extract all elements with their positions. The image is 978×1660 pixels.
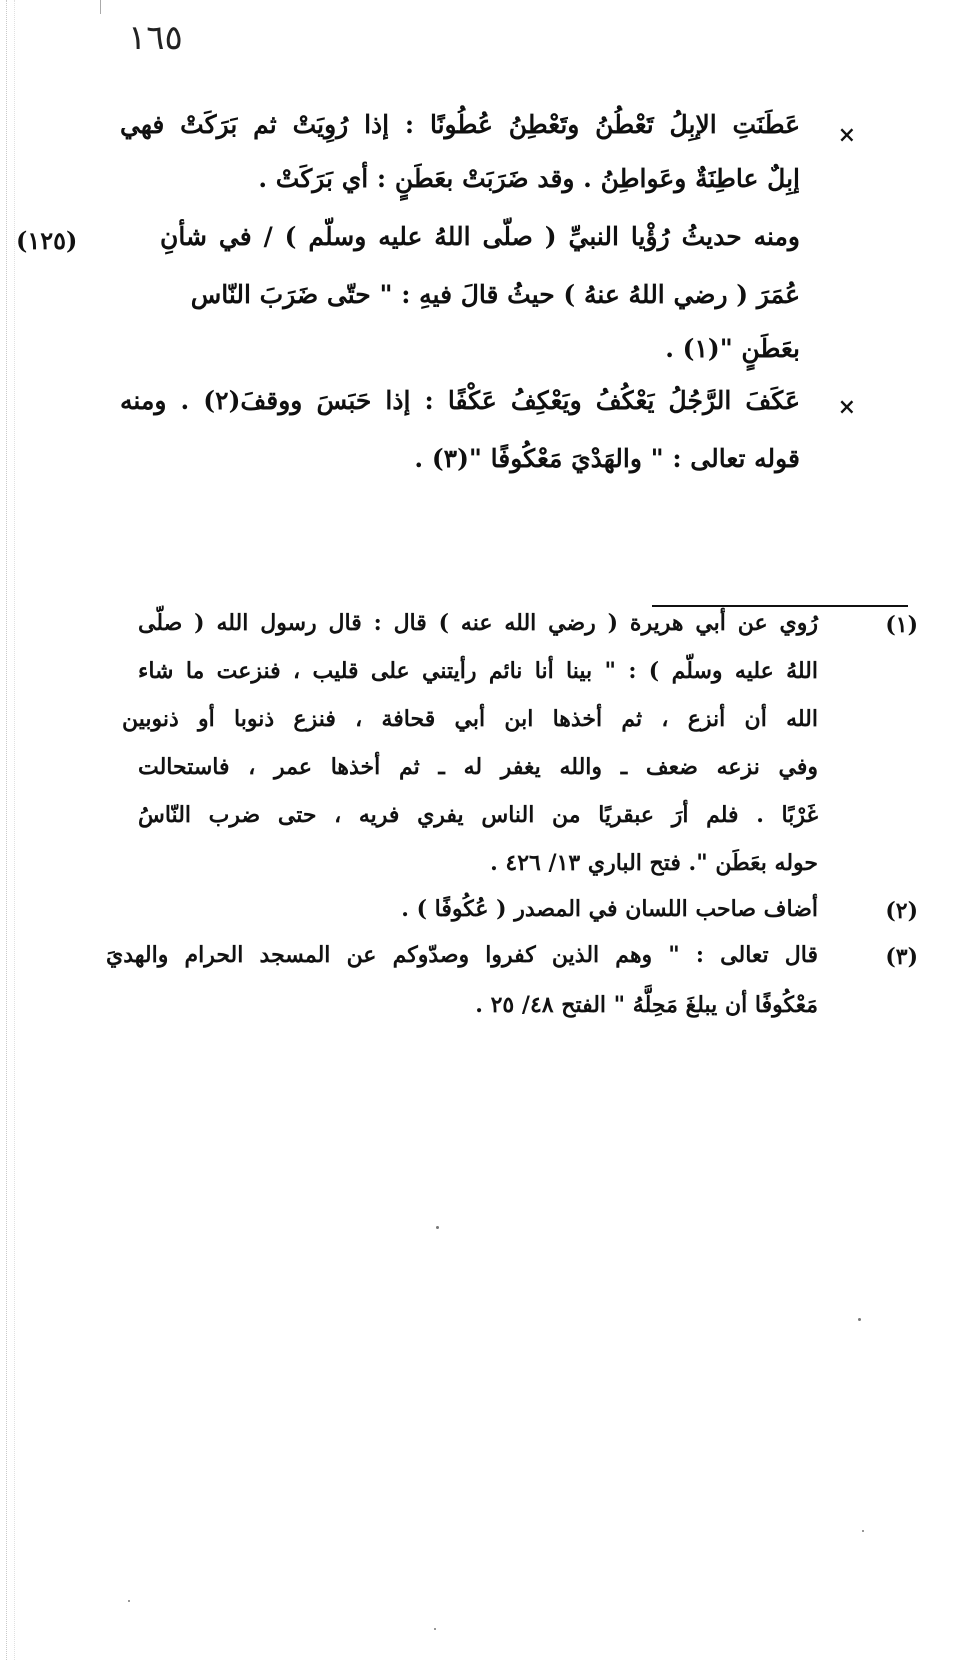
entry-1-line-2: إبِلٌ عاطِنَةٌ وعَواطِنُ . وقد ضَرَبَتْ بعَطَنٍ : أي بَرَكَتْ . (258, 164, 800, 193)
scan-margin-left-inner (14, 0, 15, 1660)
footnote-2-marker: (٢) (885, 898, 918, 924)
footnote-1-line-3: الله أن أنزع ، ثم أخذها ابن أبي قحافة ، فنزع ذنوبا أو ذنوبين (122, 706, 818, 732)
scan-speck (436, 1226, 439, 1229)
footnote-1-marker: (١) (885, 612, 918, 638)
scan-speck (862, 1530, 864, 1532)
footnote-1-line-5: غَرْبًا . فلم أرَ عبقريًا من الناس يفري فريه ، حتى ضرب النّاسُ (138, 802, 818, 828)
footnote-3-line-1: قال تعالى : " وهم الذين كفروا وصدّوكم عن المسجد الحرام والهديَ (106, 942, 818, 968)
scan-speck (858, 1318, 861, 1321)
page-number: ١٦٥ (128, 18, 183, 58)
scan-speck (128, 1600, 130, 1602)
footnote-1-line-2: اللهُ عليه وسلّم ) : " بينا أنا نائم رأيتني على قليب ، فنزعت ما شاء (138, 658, 818, 684)
footnote-1-line-4: وفي نزعه ضعف ـ والله يغفر له ـ ثم أخذها عمر ، فاستحالت (138, 754, 818, 780)
entry-3-bullet: × (837, 394, 856, 420)
footnote-divider (652, 605, 908, 607)
footnote-3-line-2: مَعْكُوفًا أن يبلغَ مَحِلَّهُ " الفتح ٤٨/ ٢٥ . (475, 992, 818, 1018)
footnote-1-line-1: رُوي عن أبي هريرة ( رضي الله عنه ) قال : قال رسول الله ( صلّى (138, 610, 818, 636)
footnote-1-line-6: حوله بعَطَن ". فتح الباري ١٣/ ٤٢٦ . (490, 850, 818, 876)
scan-tick-top (100, 0, 101, 14)
footnote-3-marker: (٣) (885, 944, 918, 970)
entry-1-line-1: عَطَنَتِ الإبِلُ تَعْطُنُ وتَعْطِنُ عُطُونًا : إذا رُوِيَتْ ثم بَرَكَتْ فهي (120, 110, 800, 139)
entry-3-line-1: عَكَفَ الرَّجُلُ يَعْكُفُ ويَعْكِفُ عَكْفًا : إذا حَبَسَ ووقفَ(٢) . ومنه (120, 386, 800, 415)
entry-3-line-2: قوله تعالى : " والهَدْيَ مَعْكُوفًا "(٣) . (414, 444, 800, 473)
entry-2-line-2: عُمَرَ ( رضي اللهُ عنهُ ) حيثُ قالَ فيهِ : " حتّى ضَرَبَ النّاس (190, 280, 800, 309)
page-reference: (١٢٥) (16, 226, 78, 255)
entry-2-line-3: بعَطَنٍ "(١) . (665, 334, 800, 363)
entry-1-bullet: × (837, 122, 856, 148)
scan-margin-left (6, 0, 7, 1660)
entry-2-line-1: ومنه حديثُ رُؤْيا النبيِّ ( صلّى اللهُ عليه وسلّم ) / في شأنِ (160, 222, 800, 251)
footnote-2-line-1: أضاف صاحب اللسان في المصدر ( عُكُوفًا ) . (401, 896, 818, 922)
scan-speck (434, 1628, 436, 1630)
